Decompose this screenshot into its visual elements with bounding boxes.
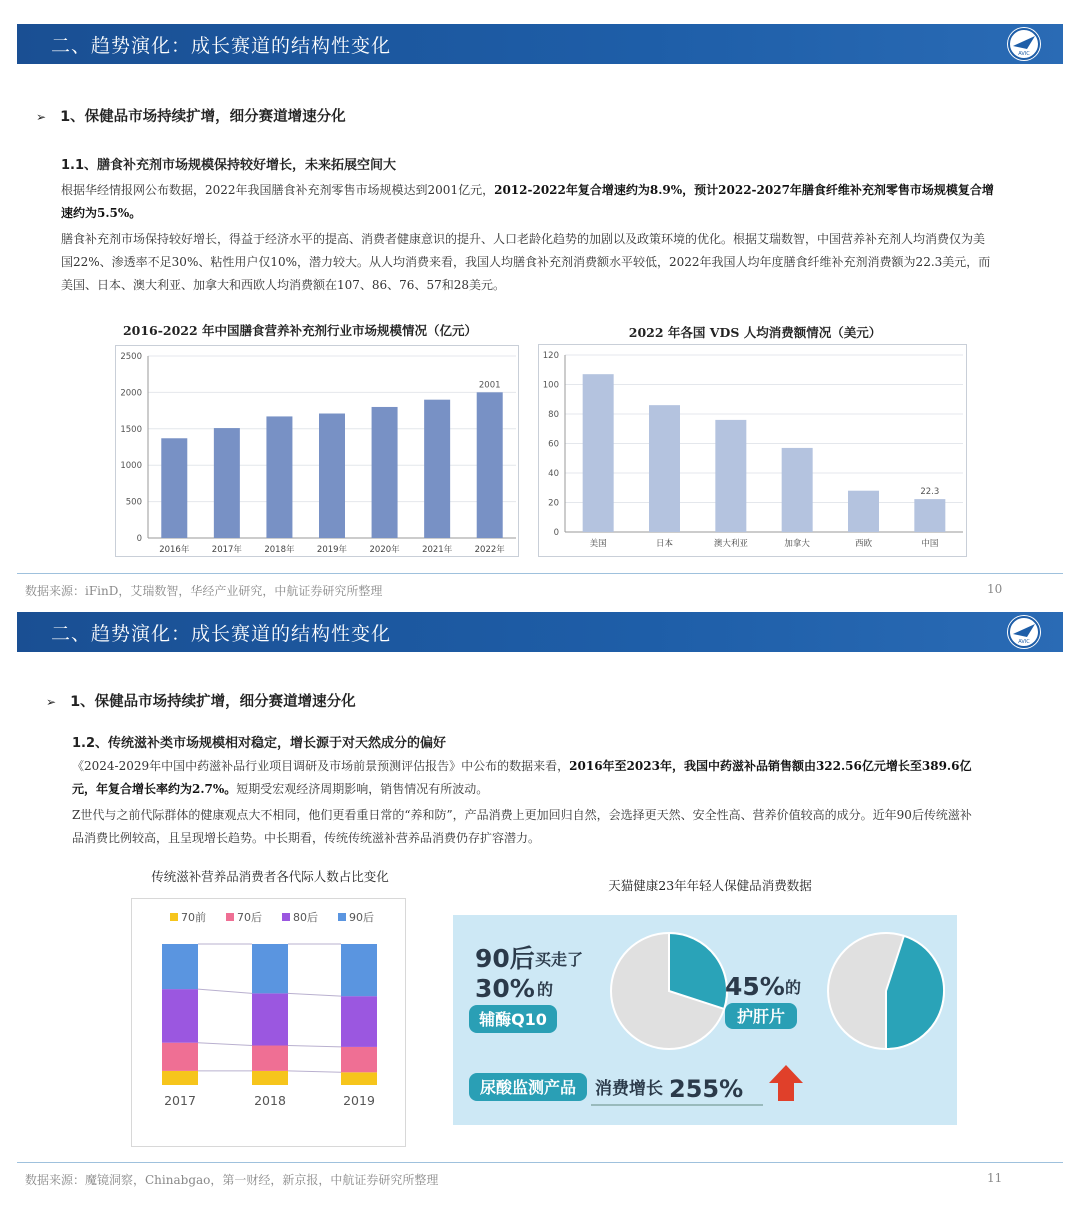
stacked-bar-segment [252, 1046, 288, 1071]
x-tick-label: 西欧 [854, 539, 873, 549]
avic-logo [1007, 27, 1041, 61]
stacked-bar-segment [341, 996, 377, 1047]
left-headline-suffix: 买走了 [535, 950, 584, 969]
bar [372, 407, 398, 538]
chart-3-title: 传统滋补营养品消费者各代际人数占比变化 [151, 869, 389, 884]
bottom-percent: 255% [669, 1075, 744, 1103]
bar [161, 438, 187, 538]
paragraph-1-bold: 2016年至2023年，我国中药滋补品销售额由322.56亿元增长至389.6亿元，年复合增长率约为2.7%。 [72, 759, 972, 796]
legend-swatch [170, 913, 178, 921]
legend-label: 70前 [181, 911, 206, 924]
stacked-bar-segment [341, 1047, 377, 1072]
bar [715, 420, 746, 532]
y-tick-label: 0 [136, 534, 142, 544]
paragraph-2: 膳食补充剂市场保持较好增长，得益于经济水平的提高、消费者健康意识的提升、人口老龄化趋势的加剧以及政策环境的优化。根据艾瑞数智，中国营养补充剂人均消费仅为美国22%、渗透率不足30%、粘性用户仅10%，潜力较大。从人均消费来看，我国人均膳食补充剂消费额水平较低，2022年我国人均年度膳食纤维补充剂消费额为22.3美元，而美国、日本、澳大利亚、加拿大和西欧人均消费额在107、86、76、57和28美元。 [61, 232, 991, 292]
left-percent: 30% [475, 974, 535, 1003]
y-tick-label: 80 [548, 410, 559, 420]
right-tag: 护肝片 [736, 1007, 786, 1026]
chart-3 [131, 898, 406, 1147]
paragraph-1 [61, 179, 996, 225]
connector-line [198, 989, 252, 993]
bar [914, 499, 945, 532]
stacked-bar-segment [252, 944, 288, 993]
bar [424, 400, 450, 538]
paragraph-1-text: 《2024-2029年中国中药滋补品行业项目调研及市场前景预测评估报告》中公布的数据来看， [72, 759, 570, 773]
y-tick-label: 20 [548, 498, 559, 509]
section-banner [17, 612, 1063, 652]
svg-text:AVIC: AVIC [1018, 51, 1030, 57]
x-tick-label: 澳大利亚 [713, 539, 748, 549]
svg-text:AVIC: AVIC [1018, 639, 1030, 645]
x-tick-label: 2017 [164, 1093, 196, 1108]
y-tick-label: 500 [125, 497, 142, 508]
infographic-svg [453, 915, 957, 1125]
y-tick-label: 60 [548, 439, 559, 450]
y-tick-label: 1000 [120, 461, 142, 472]
x-tick-label: 加拿大 [784, 539, 810, 549]
bar [583, 374, 614, 532]
paragraph-1-tail: 短期受宏观经济周期影响，销售情况有所波动。 [236, 782, 489, 796]
footer-rule [17, 573, 1063, 574]
stacked-bar-segment [162, 1071, 198, 1085]
section-heading-text: 1、保健品市场持续扩增，细分赛道增速分化 [60, 109, 346, 125]
stacked-bar-segment [341, 944, 377, 996]
x-tick-label: 2019年 [316, 545, 348, 555]
x-tick-label: 2018 [254, 1093, 286, 1108]
subsection-heading: 1.2、传统滋补类市场规模相对稳定，增长源于对天然成分的偏好 [72, 736, 447, 751]
paragraph-1 [72, 755, 972, 801]
y-tick-label: 1500 [120, 424, 142, 435]
x-tick-label: 2018年 [264, 545, 295, 555]
banner-title: 二、趋势演化：成长赛道的结构性变化 [51, 623, 392, 645]
data-label: 22.3 [920, 487, 940, 498]
chart-1-svg [116, 346, 520, 558]
legend-label: 70后 [237, 911, 262, 924]
chart-2 [538, 344, 967, 557]
avic-logo [1007, 615, 1041, 649]
x-tick-label: 美国 [589, 539, 607, 549]
paragraph-1-bold: 2012-2022年复合增速约为8.9%，预计2022-2027年膳食纤维补充剂零售市场规模复合增速约为5.5%。 [61, 183, 994, 220]
section-heading [36, 105, 346, 126]
page-2 [0, 605, 1080, 1211]
x-tick-label: 日本 [655, 539, 674, 549]
source-note: 数据来源：魔镜洞察，Chinabgao，第一财经，新京报，中航证券研究所整理 [25, 1173, 439, 1187]
data-label: 2001 [478, 380, 501, 391]
y-tick-label: 0 [553, 528, 559, 538]
bar [848, 491, 879, 532]
x-tick-label: 2017年 [211, 545, 242, 555]
legend-swatch [226, 913, 234, 921]
arrow-bullet-icon: ➢ [36, 110, 47, 124]
stacked-bar-segment [162, 944, 198, 989]
stacked-bar-segment [252, 993, 288, 1045]
chart-2-title: 2022 年各国 VDS 人均消费额情况（美元） [628, 325, 882, 340]
chart-1 [115, 345, 519, 557]
page-1 [0, 0, 1080, 605]
y-tick-label: 40 [548, 469, 559, 479]
right-percent: 45% [725, 972, 785, 1001]
x-tick-label: 2019 [343, 1093, 375, 1108]
stacked-bar-segment [162, 1043, 198, 1071]
infographic [453, 915, 957, 1125]
banner-title: 二、趋势演化：成长赛道的结构性变化 [51, 35, 392, 57]
x-tick-label: 2021年 [422, 545, 453, 555]
bar [477, 392, 503, 538]
bottom-tag: 尿酸监测产品 [479, 1078, 577, 1097]
x-tick-label: 中国 [921, 539, 939, 549]
stacked-bar-segment [341, 1072, 377, 1085]
bar [319, 414, 345, 538]
connector-line [198, 1043, 252, 1046]
connector-line [288, 1046, 341, 1047]
page-number: 10 [987, 582, 1003, 596]
y-tick-label: 100 [542, 380, 559, 391]
left-percent-suffix: 的 [537, 980, 554, 999]
connector-line [288, 1071, 341, 1072]
bar [782, 448, 813, 532]
right-percent-suffix: 的 [785, 978, 802, 997]
arrow-bullet-icon: ➢ [46, 695, 57, 709]
page-number: 11 [987, 1171, 1003, 1185]
y-tick-label: 2000 [120, 388, 142, 399]
legend-label: 80后 [293, 911, 318, 924]
source-note: 数据来源：iFinD，艾瑞数智，华经产业研究，中航证券研究所整理 [25, 584, 383, 598]
bar [649, 405, 680, 532]
paragraph-2: Z世代与之前代际群体的健康观点大不相同，他们更看重日常的“养和防”，产品消费上更加回归自然，会选择更天然、安全性高、营养价值较高的成分。近年90后传统滋补品消费比例较高，且呈现增长趋势。中长期看，传统传统滋补营养品消费仍存扩容潜力。 [72, 808, 972, 845]
stacked-bar-segment [252, 1071, 288, 1085]
chart-2-svg [539, 345, 968, 558]
section-heading-text: 1、保健品市场持续扩增，细分赛道增速分化 [70, 694, 356, 710]
footer-rule [17, 1162, 1063, 1163]
paragraph-1-text: 根据华经情报网公布数据，2022年我国膳食补充剂零售市场规模达到2001亿元， [61, 183, 495, 197]
connector-line [288, 993, 341, 996]
bar [266, 416, 292, 538]
legend-swatch [338, 913, 346, 921]
chart-3-svg [132, 899, 407, 1148]
chart-1-title: 2016-2022 年中国膳食营养补充剂行业市场规模情况（亿元） [122, 323, 478, 338]
subsection-heading: 1.1、膳食补充剂市场规模保持较好增长，未来拓展空间大 [61, 158, 397, 173]
left-tag: 辅酶Q10 [479, 1010, 547, 1029]
x-tick-label: 2016年 [159, 545, 190, 555]
legend-swatch [282, 913, 290, 921]
y-tick-label: 2500 [120, 352, 142, 362]
x-tick-label: 2022年 [474, 545, 505, 555]
y-tick-label: 120 [542, 351, 559, 361]
legend-label: 90后 [349, 911, 374, 924]
bar [214, 428, 240, 538]
x-tick-label: 2020年 [369, 545, 400, 555]
bottom-text: 消费增长 [595, 1079, 663, 1099]
section-banner [17, 24, 1063, 64]
left-headline: 90后 [475, 944, 535, 973]
infographic-title: 天猫健康23年年轻人保健品消费数据 [608, 878, 812, 893]
section-heading [46, 690, 356, 711]
stacked-bar-segment [162, 989, 198, 1043]
